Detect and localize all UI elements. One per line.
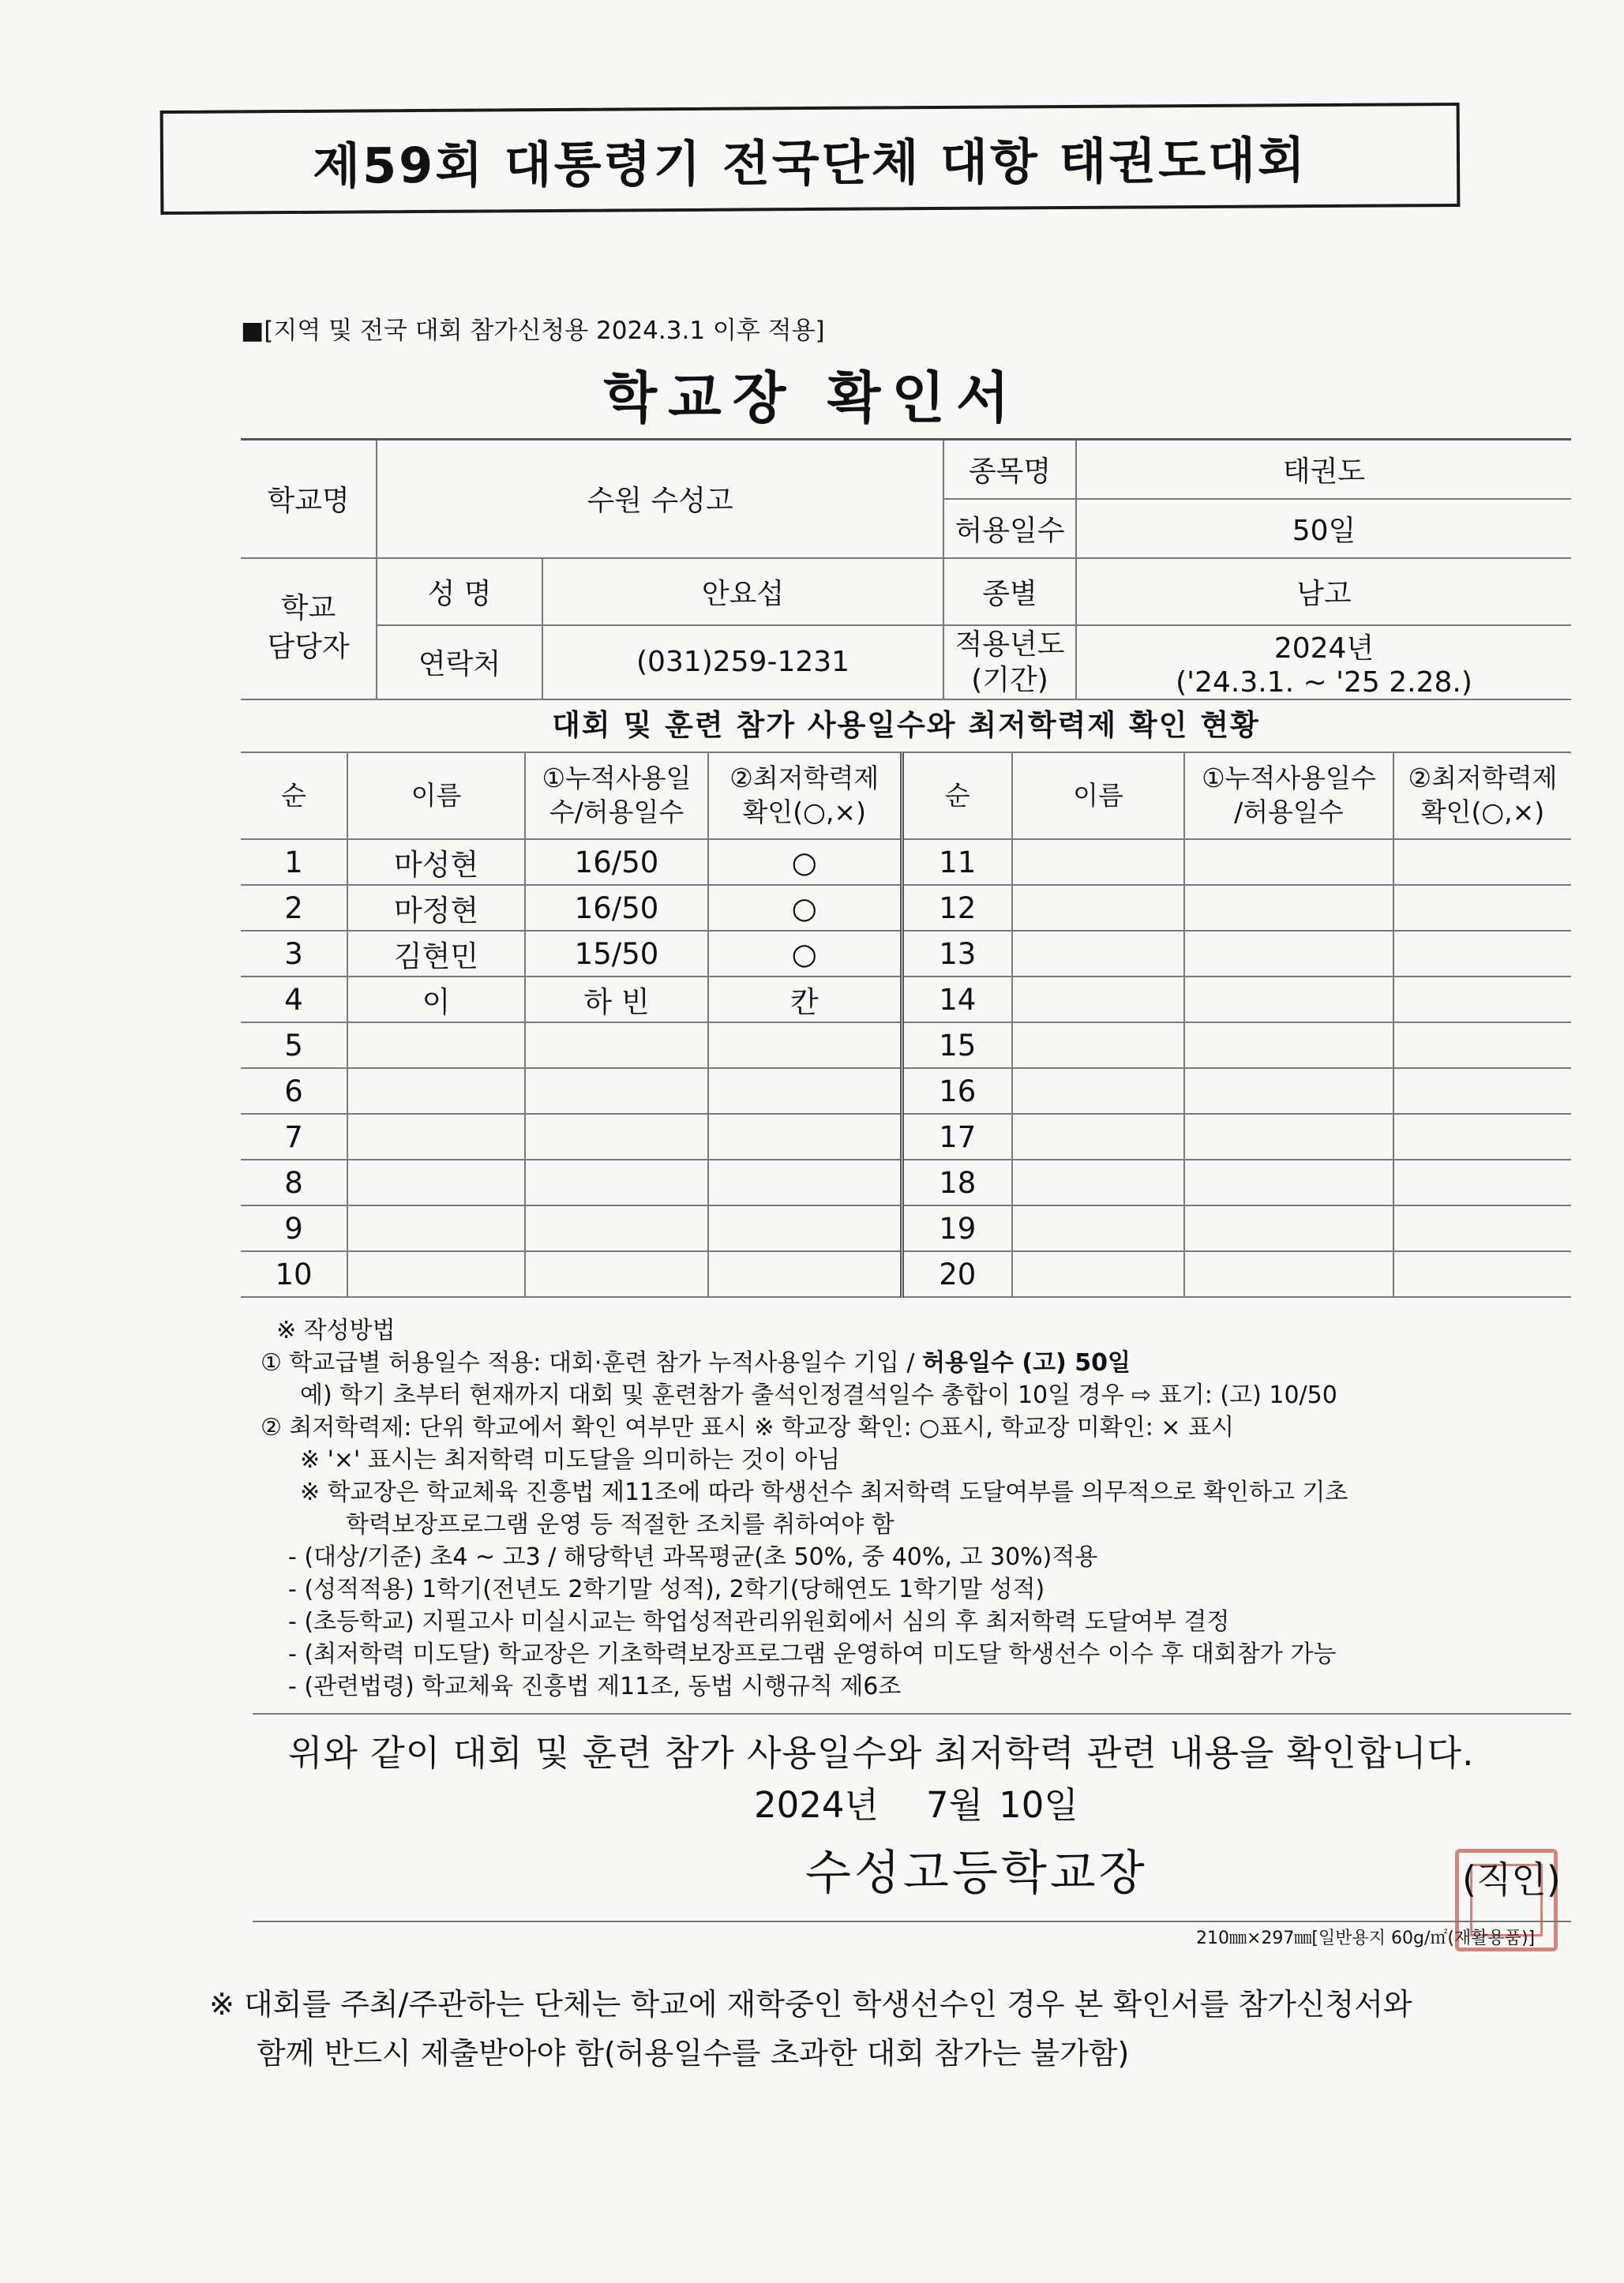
row-days: 하 빈 <box>525 977 708 1022</box>
row-check: 칸 <box>708 977 902 1022</box>
paper-size-note: 210㎜×297㎜[일반용지 60g/㎡(재활용품)] <box>1196 1929 1536 1948</box>
row-no-right: 20 <box>902 1251 1012 1297</box>
row-days <box>525 1022 708 1068</box>
event-value: 태권도 <box>1076 440 1571 499</box>
table-row <box>241 1114 1571 1160</box>
contact-label: 연락처 <box>377 625 542 699</box>
row-check-right <box>1393 1160 1571 1205</box>
row-check-right <box>1393 885 1571 931</box>
manager-name-label: 성 명 <box>377 558 542 625</box>
row-days <box>525 1160 708 1205</box>
row-days-right <box>1184 1114 1393 1160</box>
row-no: 6 <box>241 1068 347 1114</box>
row-days: 16/50 <box>525 885 708 931</box>
row-no: 2 <box>241 885 347 931</box>
method-line-2: 예) 학기 초부터 현재까지 대회 및 훈련참가 출석인정결석일수 총합이 10일 경우 ⇨ 표기: (고) 10/50 <box>300 1381 1337 1409</box>
row-name-right <box>1012 1160 1184 1205</box>
row-check <box>708 1068 902 1114</box>
row-no: 10 <box>241 1251 347 1297</box>
principal-signature: 수성고등학교장 <box>805 1846 1148 1901</box>
method-line-11: - (관련법령) 학교체육 진흥법 제11조, 동법 시행규칙 제6조 <box>288 1673 902 1700</box>
row-name-right <box>1012 1068 1184 1114</box>
method-line-4: ※ '×' 표시는 최저학력 미도달을 의미하는 것이 아님 <box>300 1446 841 1474</box>
row-days-right <box>1184 1068 1393 1114</box>
divider <box>253 1713 1571 1715</box>
status-section-title: 대회 및 훈련 참가 사용일수와 최저학력제 확인 현황 <box>552 708 1260 742</box>
row-no-right: 14 <box>902 977 1012 1022</box>
row-check: ○ <box>708 931 902 977</box>
row-check: ○ <box>708 885 902 931</box>
col-no: 순 <box>241 752 347 839</box>
school-name-value: 수원 수성고 <box>377 440 943 558</box>
date-month: 7월 <box>926 1784 984 1826</box>
method-line-1-bold: 허용일수 (고) 50일 <box>922 1349 1131 1377</box>
issue-date <box>754 1776 1126 1828</box>
divider <box>253 1921 1571 1922</box>
col-check-right: ②최저학력제 확인(○,×) <box>1393 752 1571 839</box>
footer-line-1: ※ 대회를 주최/주관하는 단체는 학교에 재학중인 학생선수인 경우 본 확인서를 참가신청서와 <box>209 1987 1412 2022</box>
row-days: 16/50 <box>525 839 708 885</box>
allowed-days-value: 50일 <box>1076 499 1571 558</box>
row-no-right: 18 <box>902 1160 1012 1205</box>
footer-notice <box>209 1980 1412 2078</box>
row-days <box>525 1205 708 1251</box>
row-no: 4 <box>241 977 347 1022</box>
row-no: 8 <box>241 1160 347 1205</box>
row-days-right <box>1184 1160 1393 1205</box>
seal-label: (직인) <box>1462 1858 1561 1901</box>
table-row <box>241 1205 1571 1251</box>
row-name: 마성현 <box>347 839 525 885</box>
date-day: 10일 <box>999 1784 1078 1826</box>
row-days-right <box>1184 885 1393 931</box>
col-check: ②최저학력제 확인(○,×) <box>708 752 902 839</box>
method-line-9: - (초등학교) 지필고사 미실시교는 학업성적관리위원회에서 심의 후 최저학력 도달여부 결정 <box>288 1608 1230 1636</box>
row-name <box>347 1114 525 1160</box>
row-check <box>708 1022 902 1068</box>
contact-value: (031)259-1231 <box>542 625 943 699</box>
application-note: ■[지역 및 전국 대회 참가신청용 2024.3.1 이후 적용] <box>241 317 825 345</box>
row-no: 5 <box>241 1022 347 1068</box>
row-name <box>347 1251 525 1297</box>
roster-table <box>241 752 1571 1298</box>
row-days-right <box>1184 977 1393 1022</box>
row-name-right <box>1012 1022 1184 1068</box>
method-title: ※ 작성방법 <box>276 1317 396 1344</box>
row-check <box>708 1160 902 1205</box>
row-name <box>347 1022 525 1068</box>
row-no-right: 16 <box>902 1068 1012 1114</box>
type-value: 남고 <box>1076 558 1571 625</box>
row-no-right: 15 <box>902 1022 1012 1068</box>
year-value: 2024년 <box>1273 632 1375 665</box>
method-line-6: 학력보장프로그램 운영 등 적절한 조치를 취하여야 함 <box>346 1511 895 1539</box>
method-line-3: ② 최저학력제: 단위 학교에서 확인 여부만 표시 ※ 학교장 확인: ○표시, 학교장 미확인: × 표시 <box>261 1414 1235 1441</box>
row-check <box>708 1114 902 1160</box>
row-name-right <box>1012 1251 1184 1297</box>
method-line-1-text: ① 학교급별 허용일수 적용: 대회·훈련 참가 누적사용일수 기입 / <box>261 1349 922 1377</box>
row-no-right: 11 <box>902 839 1012 885</box>
row-name-right <box>1012 839 1184 885</box>
footer-line-2: 함께 반드시 제출받아야 함(허용일수를 초과한 대회 참가는 불가함) <box>257 2036 1130 2071</box>
table-row <box>241 1022 1571 1068</box>
row-check: ○ <box>708 839 902 885</box>
row-name: 김현민 <box>347 931 525 977</box>
row-no-right: 13 <box>902 931 1012 977</box>
table-row <box>241 931 1571 977</box>
manager-label: 학교 담당자 <box>241 558 377 699</box>
row-no: 1 <box>241 839 347 885</box>
table-row <box>241 1251 1571 1297</box>
row-days <box>525 1068 708 1114</box>
competition-banner: 제59회 대통령기 전국단체 대항 태권도대회 <box>160 103 1461 215</box>
row-days-right <box>1184 931 1393 977</box>
row-no: 3 <box>241 931 347 977</box>
row-check-right <box>1393 1205 1571 1251</box>
period-value: ('24.3.1. ~ '25 2.28.) <box>1176 665 1472 699</box>
allowed-days-label: 허용일수 <box>943 499 1076 558</box>
table-row <box>241 885 1571 931</box>
col-name: 이름 <box>347 752 525 839</box>
row-name: 마정현 <box>347 885 525 931</box>
method-line-7: - (대상/기준) 초4 ~ 고3 / 해당학년 과목평균(초 50%, 중 40%, 고 30%)적용 <box>288 1543 1098 1571</box>
event-label: 종목명 <box>943 440 1076 499</box>
row-check-right <box>1393 839 1571 885</box>
row-no-right: 12 <box>902 885 1012 931</box>
row-check-right <box>1393 1068 1571 1114</box>
table-row <box>241 1160 1571 1205</box>
school-name-label: 학교명 <box>241 440 377 558</box>
row-no-right: 19 <box>902 1205 1012 1251</box>
writing-instructions <box>261 1314 1348 1703</box>
year-label: 적용년도 (기간) <box>943 625 1076 699</box>
table-row <box>241 977 1571 1022</box>
document-title: 학교장 확인서 <box>603 366 1021 430</box>
row-name-right <box>1012 1114 1184 1160</box>
row-name-right <box>1012 977 1184 1022</box>
year-cell <box>1076 625 1571 699</box>
row-check-right <box>1393 1022 1571 1068</box>
row-no: 9 <box>241 1205 347 1251</box>
date-year: 2024년 <box>754 1784 879 1826</box>
row-name <box>347 1205 525 1251</box>
row-name <box>347 1068 525 1114</box>
row-name <box>347 1160 525 1205</box>
manager-name-value: 안요섭 <box>542 558 943 625</box>
method-line-8: - (성적적용) 1학기(전년도 2학기말 성적), 2학기(당해연도 1학기말 성적) <box>288 1576 1045 1603</box>
method-line-1 <box>261 1347 1348 1379</box>
col-name-right: 이름 <box>1012 752 1184 839</box>
row-days-right <box>1184 1022 1393 1068</box>
col-days: ①누적사용일 수/허용일수 <box>525 752 708 839</box>
row-check <box>708 1205 902 1251</box>
school-info-table <box>241 438 1571 700</box>
row-days-right <box>1184 1205 1393 1251</box>
table-row <box>241 839 1571 885</box>
confirmation-statement: 위와 같이 대회 및 훈련 참가 사용일수와 최저학력 관련 내용을 확인합니다. <box>288 1732 1475 1774</box>
row-check <box>708 1251 902 1297</box>
row-no-right: 17 <box>902 1114 1012 1160</box>
row-days <box>525 1114 708 1160</box>
row-days-right <box>1184 839 1393 885</box>
row-name-right <box>1012 931 1184 977</box>
row-name-right <box>1012 1205 1184 1251</box>
row-name: 이 <box>347 977 525 1022</box>
row-no: 7 <box>241 1114 347 1160</box>
row-days <box>525 1251 708 1297</box>
row-days: 15/50 <box>525 931 708 977</box>
method-line-5: ※ 학교장은 학교체육 진흥법 제11조에 따라 학생선수 최저학력 도달여부를 의무적으로 확인하고 기초 <box>300 1479 1348 1506</box>
row-check-right <box>1393 931 1571 977</box>
type-label: 종별 <box>943 558 1076 625</box>
row-check-right <box>1393 1114 1571 1160</box>
row-days-right <box>1184 1251 1393 1297</box>
col-no-right: 순 <box>902 752 1012 839</box>
method-line-10: - (최저학력 미도달) 학교장은 기초학력보장프로그램 운영하여 미도달 학생선수 이수 후 대회참가 가능 <box>288 1640 1337 1668</box>
row-check-right <box>1393 1251 1571 1297</box>
row-name-right <box>1012 885 1184 931</box>
row-check-right <box>1393 977 1571 1022</box>
col-days-right: ①누적사용일수 /허용일수 <box>1184 752 1393 839</box>
table-row <box>241 1068 1571 1114</box>
